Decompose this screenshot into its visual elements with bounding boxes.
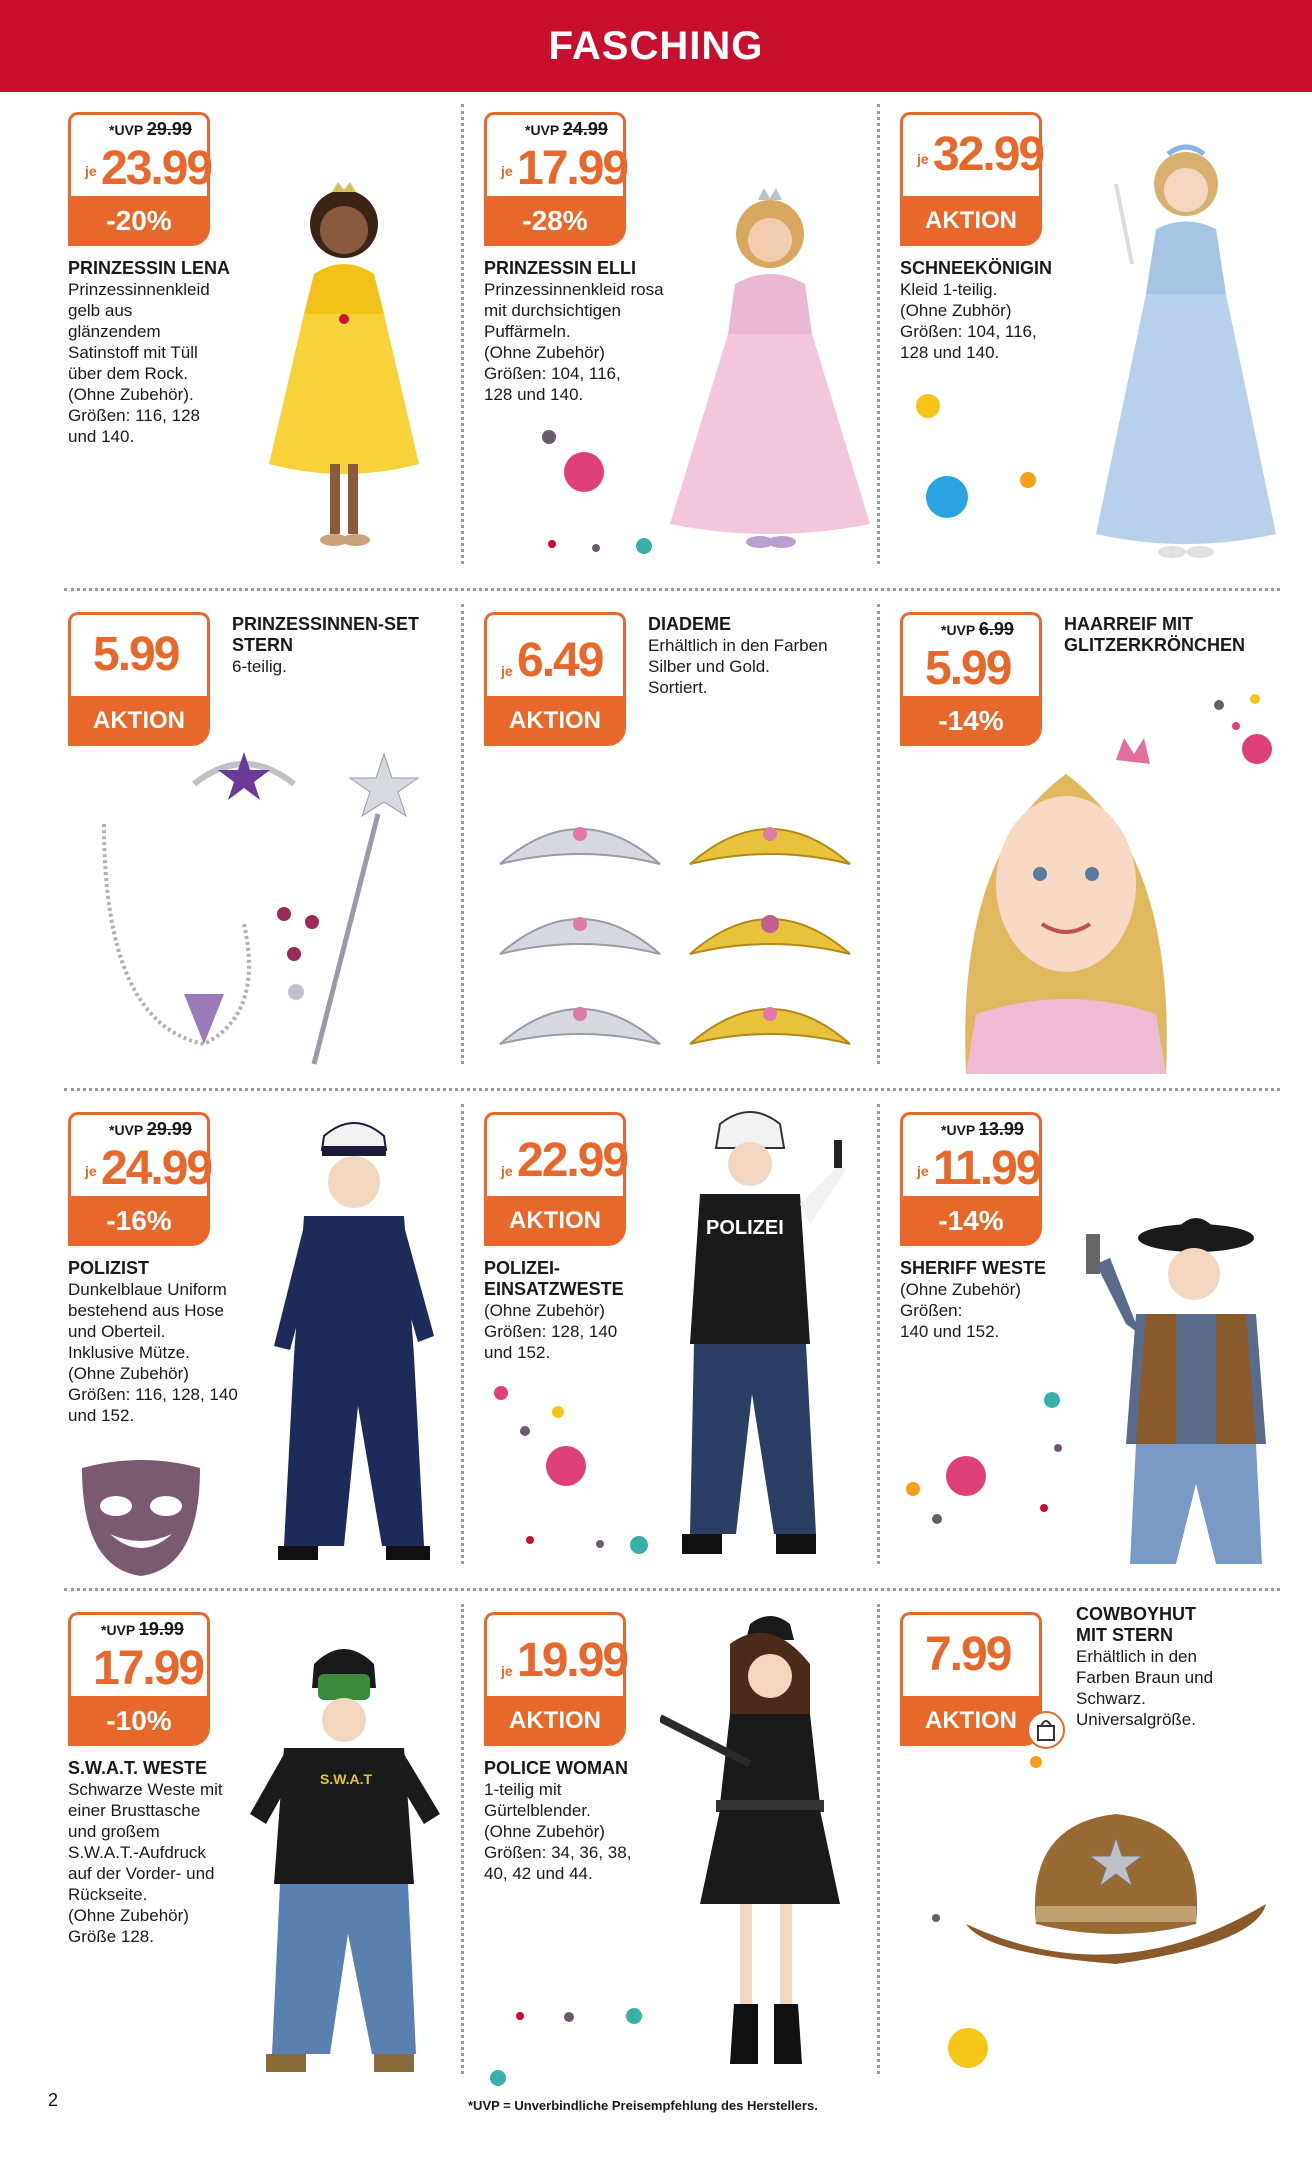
- confetti-dot: [564, 2012, 574, 2022]
- product-description: PRINZESSINNEN-SET STERN 6-teilig.: [232, 614, 420, 676]
- aktion-badge: AKTION: [68, 696, 210, 746]
- price-tag: [900, 1612, 1042, 1746]
- aktion-badge: AKTION: [484, 1196, 626, 1246]
- discount-badge: -10%: [68, 1696, 210, 1746]
- confetti-dot: [1054, 1444, 1062, 1452]
- confetti-dot: [1044, 1392, 1060, 1408]
- product-description: PRINZESSIN LENA Prinzessinnenkleid gelb aus glänzendem Satinstoff mit Tüll über dem Rock. (Ohne Zubehör). Größen: 116, 128 und 140.: [68, 258, 231, 446]
- product-description: S.W.A.T. WESTE Schwarze Weste mit einer Brusttasche und großem S.W.A.T.-Aufdruck auf der Vorder- und Rückseite. (Ohne Zubehör) Größe 128.: [68, 1758, 223, 1946]
- aktion-badge: AKTION: [484, 696, 626, 746]
- girl-with-crown-headband-image: [946, 734, 1186, 1074]
- product-description: POLIZEI- EINSATZWESTE (Ohne Zubehör) Größen: 128, 140 und 152.: [484, 1258, 624, 1362]
- pink-princess-dress-image: [640, 144, 880, 564]
- uvp-price: 29.99: [146, 1119, 192, 1139]
- price-tag: [68, 612, 210, 746]
- product-schneekoenigin[interactable]: [896, 104, 1296, 584]
- confetti-dot: [520, 1426, 530, 1436]
- price: 23.99: [101, 142, 212, 195]
- snow-queen-dress-image: [1076, 114, 1296, 574]
- confetti-dot: [1242, 734, 1272, 764]
- confetti-dot: [1250, 694, 1260, 704]
- page-header: [0, 0, 1312, 92]
- uvp-price: 19.99: [138, 1619, 184, 1639]
- discount-badge: -20%: [68, 196, 210, 246]
- confetti-dot: [592, 544, 600, 552]
- price-tag: *UVP 19.99 17.99 -10%: [68, 1612, 210, 1746]
- confetti-dot: [542, 430, 556, 444]
- sheriff-vest-image: [1066, 1194, 1286, 1574]
- aktion-badge: AKTION: [900, 196, 1042, 246]
- product-description: PRINZESSIN ELLI Prinzessinnenkleid rosa mit durchsichtigen Puffärmeln. (Ohne Zubehör) Größen: 104, 116, 128 und 140.: [484, 258, 664, 404]
- product-prinzessinnen-set-stern[interactable]: [64, 604, 464, 1084]
- product-description: SCHNEEKÖNIGIN Kleid 1-teilig. (Ohne Zubhör) Größen: 104, 116, 128 und 140.: [900, 258, 1053, 362]
- discount-badge: -14%: [900, 1196, 1042, 1246]
- swat-vest-image: [244, 1634, 454, 2074]
- price-tag: je 19.99 AKTION: [484, 1612, 626, 1746]
- price: 6.49: [517, 634, 603, 687]
- vest-label: S.W.A.T: [320, 1771, 373, 1787]
- confetti-dot: [490, 2070, 506, 2086]
- confetti-dot: [494, 1386, 508, 1400]
- page-number: 2: [48, 2090, 59, 2110]
- theater-mask-icon: [76, 1458, 206, 1578]
- confetti-dot: [948, 2028, 988, 2068]
- product-description: POLIZIST Dunkelblaue Uniform bestehend aus Hose und Oberteil. Inklusive Mütze. (Ohne Zubehör) Größen: 116, 128, 140 und 152.: [68, 1258, 238, 1425]
- uvp-footnote: *UVP = Unverbindliche Preisempfehlung des Herstellers.: [468, 2098, 818, 2113]
- price: 7.99: [925, 1628, 1011, 1681]
- confetti-dot: [1030, 1756, 1042, 1768]
- confetti-dot: [548, 540, 556, 548]
- price-tag: *UVP 29.99 je 23.99 -20%: [68, 112, 210, 246]
- police-woman-costume-image: [660, 1604, 860, 2074]
- divider: [64, 1088, 1280, 1091]
- discount-badge: -28%: [484, 196, 626, 246]
- police-vest-image: [660, 1104, 860, 1574]
- price-tag: *UVP 24.99 je 17.99 -28%: [484, 112, 626, 246]
- price: 32.99: [933, 128, 1044, 181]
- confetti-dot: [552, 1406, 564, 1418]
- divider: [64, 588, 1280, 591]
- divider: [64, 1588, 1280, 1591]
- discount-badge: -14%: [900, 696, 1042, 746]
- tiaras-image: [490, 794, 870, 1074]
- confetti-dot: [630, 1536, 648, 1554]
- product-description: HAARREIF MIT GLITZERKRÖNCHEN: [1064, 614, 1245, 655]
- confetti-dot: [946, 1456, 986, 1496]
- confetti-dot: [916, 394, 940, 418]
- confetti-dot: [636, 538, 652, 554]
- cowboy-hat-image: [956, 1794, 1276, 1994]
- product-diademe[interactable]: [480, 604, 880, 1084]
- uvp-price: 29.99: [146, 119, 192, 139]
- price-tag: *UVP 6.99 5.99 -14%: [900, 612, 1042, 746]
- product-prinzessin-lena[interactable]: [64, 104, 464, 584]
- police-uniform-image: [254, 1106, 454, 1576]
- uvp-price: 6.99: [978, 619, 1014, 639]
- confetti-dot: [626, 2008, 642, 2024]
- confetti-dot: [596, 1540, 604, 1548]
- yellow-princess-dress-image: [244, 144, 444, 564]
- product-polizist[interactable]: [64, 1104, 464, 1584]
- confetti-dot: [516, 2012, 524, 2020]
- price-tag: je 32.99 AKTION: [900, 112, 1042, 246]
- price: 5.99: [93, 628, 179, 681]
- confetti-dot: [932, 1914, 940, 1922]
- confetti-dot: [546, 1446, 586, 1486]
- confetti-dot: [1020, 472, 1036, 488]
- price: 17.99: [93, 1642, 204, 1695]
- price-tag: *UVP 13.99 je 11.99 -14%: [900, 1112, 1042, 1246]
- price: 24.99: [101, 1142, 212, 1195]
- price: 22.99: [517, 1134, 628, 1187]
- discount-badge: -16%: [68, 1196, 210, 1246]
- aktion-badge: AKTION: [484, 1696, 626, 1746]
- product-cowboyhut-mit-stern[interactable]: [896, 1604, 1296, 2084]
- shopping-bag-icon[interactable]: [1026, 1710, 1066, 1750]
- price: 5.99: [925, 642, 1011, 695]
- uvp-price: 24.99: [562, 119, 608, 139]
- price-tag: je 6.49 AKTION: [484, 612, 626, 746]
- confetti-dot: [932, 1514, 942, 1524]
- vest-label: POLIZEI: [706, 1217, 784, 1239]
- uvp-price: 13.99: [978, 1119, 1024, 1139]
- product-prinzessin-elli[interactable]: [480, 104, 880, 584]
- price: 11.99: [933, 1142, 1041, 1195]
- product-description: SHERIFF WESTE (Ohne Zubehör) Größen: 140 und 152.: [900, 1258, 1047, 1341]
- confetti-dot: [1040, 1504, 1048, 1512]
- confetti-dot: [1214, 700, 1224, 710]
- product-swat-weste[interactable]: [64, 1604, 464, 2084]
- confetti-dot: [906, 1482, 920, 1496]
- confetti-dot: [1232, 722, 1240, 730]
- product-sheriff-weste[interactable]: [896, 1104, 1296, 1584]
- page-title: FASCHING: [548, 23, 764, 68]
- product-polizei-einsatzweste[interactable]: [480, 1104, 880, 1584]
- aktion-badge: AKTION: [900, 1696, 1042, 1746]
- price-tag: je 22.99 AKTION: [484, 1112, 626, 1246]
- price: 17.99: [517, 142, 628, 195]
- product-description: POLICE WOMAN 1-teilig mit Gürtelblender. (Ohne Zubehör) Größen: 34, 36, 38, 40, 42 und 44.: [484, 1758, 632, 1883]
- confetti-dot: [564, 452, 604, 492]
- product-police-woman[interactable]: [480, 1604, 880, 2084]
- product-description: DIADEME Erhältlich in den Farben Silber und Gold. Sortiert.: [648, 614, 828, 697]
- product-haarreif-mit-glitzerkroenchen[interactable]: [896, 604, 1296, 1084]
- product-description: COWBOYHUT MIT STERN Erhältlich in den Farben Braun und Schwarz. Universalgröße.: [1076, 1604, 1214, 1729]
- princess-set-image: [84, 744, 454, 1074]
- confetti-dot: [926, 476, 968, 518]
- price-tag: *UVP 29.99 je 24.99 -16%: [68, 1112, 210, 1246]
- price: 19.99: [517, 1634, 628, 1687]
- confetti-dot: [526, 1536, 534, 1544]
